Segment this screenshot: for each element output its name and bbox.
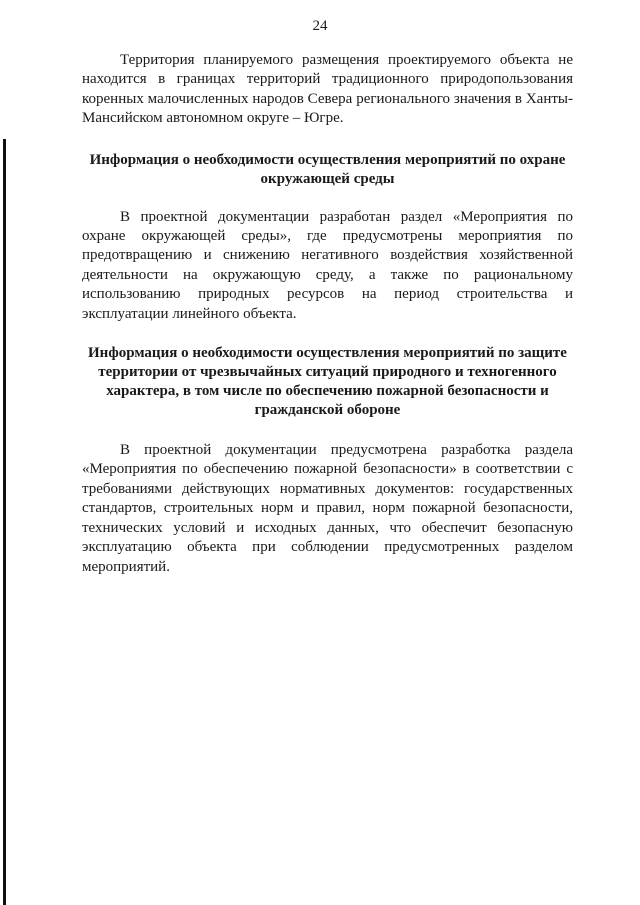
- paragraph-fire-safety: В проектной документации предусмотрена разработка раздела «Мероприятия по обеспечению пожарной безопасности» в соответствии с требованиями действующих нормативных документов: государственных стандартов, строительных норм и правил, норм пожарной безопасности, технических условий и исходных данных, что обеспечит безопасную эксплуатацию объекта при соблюдении предусмотренных разделом мероприятий.: [82, 442, 573, 575]
- paragraph-environmental-protection: В проектной документации разработан раздел «Мероприятия по охране окружающей среды», где предусмотрены мероприятия по предотвращению и снижению негативного воздействия хозяйственной деятельности на окружающую среду, а также по рациональному использованию природных ресурсов на период строительства и эксплуатации линейного объекта.: [82, 208, 573, 322]
- heading-emergency-protection: Информация о необходимости осуществления мероприятий по защите территории от чрезвычайных ситуаций природного и техногенного характера, в том числе по обеспечению пожарной безопасности и гражданской обороне: [88, 345, 567, 419]
- page-number: 24: [312, 18, 328, 34]
- page-content: [82, 51, 573, 577]
- heading-environmental-protection: Информация о необходимости осуществления мероприятий по охране окружающей среды: [89, 151, 566, 187]
- scan-margin-bar: [3, 139, 6, 905]
- paragraph-indigenous-territory: Территория планируемого размещения проектируемого объекта не находится в границах территорий традиционного природопользования коренных малочисленных народов Севера регионального значения в Ханты-Мансийском автономном округе – Югре.: [82, 52, 573, 127]
